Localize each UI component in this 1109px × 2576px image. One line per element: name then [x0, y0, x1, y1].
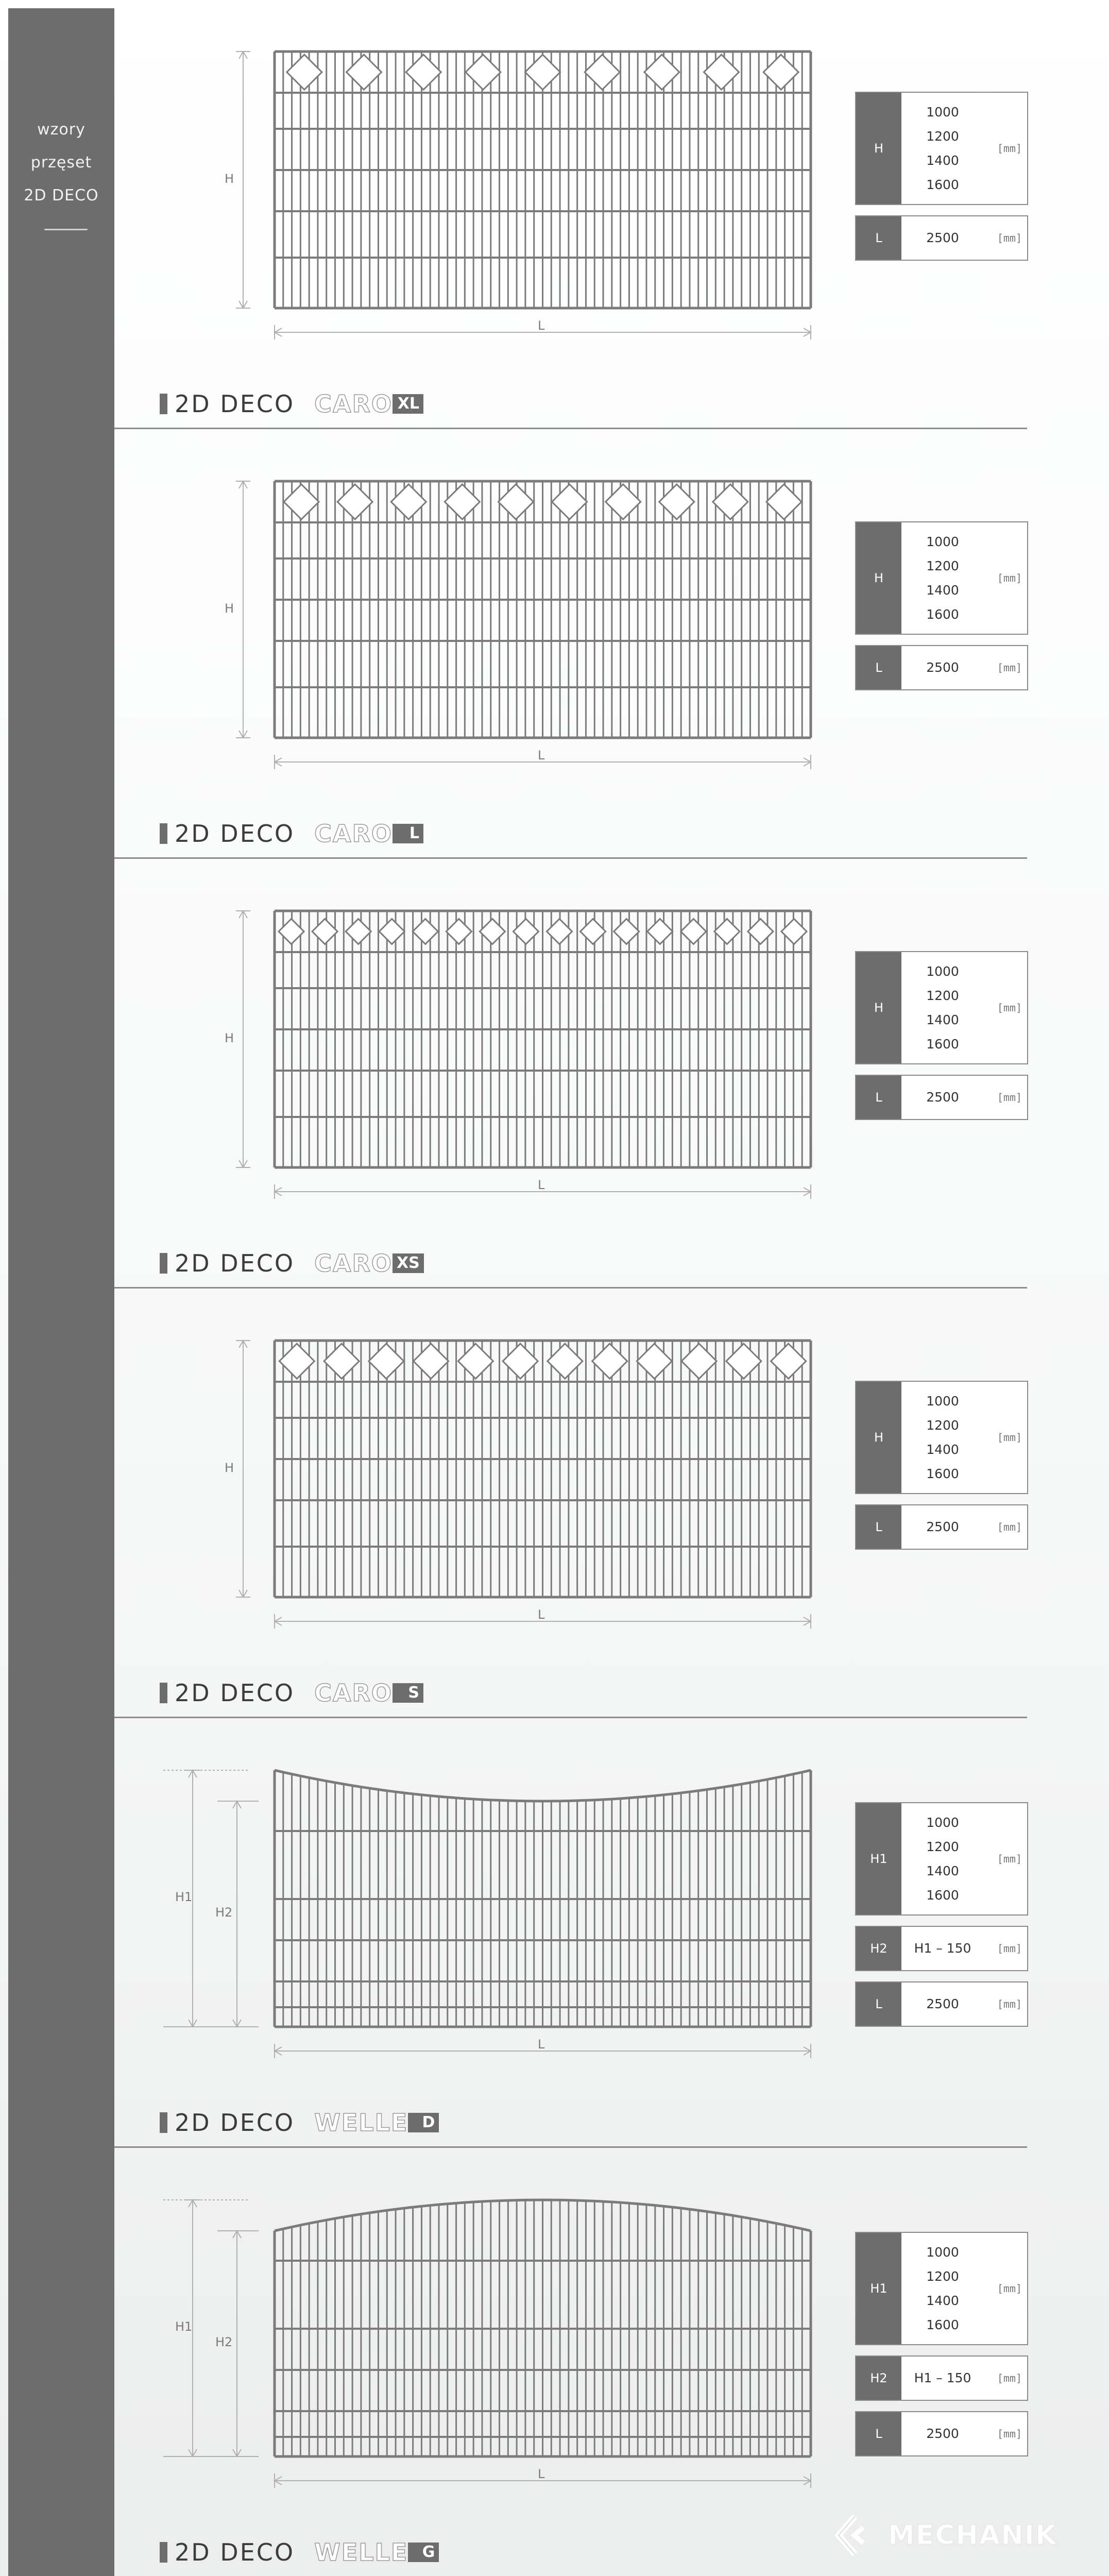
spec-value: 1400 [926, 1863, 959, 1878]
spec-values [901, 2233, 984, 2344]
height2-dimension-label: H2 [215, 1905, 233, 1920]
fence-section-caro-xl [114, 0, 1032, 431]
section-title [160, 1677, 423, 1708]
spec-value: 1200 [926, 1839, 959, 1854]
spec-value: 2500 [926, 230, 959, 245]
size-badge: G [408, 2543, 439, 2562]
spec-value: 1000 [926, 964, 959, 979]
spec-value: 1000 [926, 534, 959, 549]
diamond-ornament [637, 1344, 672, 1379]
spec-value: 1400 [926, 1012, 959, 1027]
spec-value: 1200 [926, 2269, 959, 2284]
spec-unit: [mm] [997, 2282, 1022, 2295]
spec-value: 1600 [926, 1466, 959, 1481]
section-title [160, 818, 423, 849]
spec-unit: [mm] [997, 2428, 1022, 2440]
sidebar-divider [44, 229, 88, 230]
spec-values [901, 1803, 984, 1914]
size-badge: S [393, 1683, 423, 1703]
spec-box-h1 [855, 1802, 1028, 1916]
diamond-ornament [614, 919, 639, 944]
spec-values [901, 1076, 984, 1119]
title-model: CARO [314, 820, 393, 848]
spec-unit: [mm] [997, 1091, 1022, 1104]
section-divider [114, 2146, 1027, 2148]
spec-unit: [mm] [997, 1942, 1022, 1955]
section-divider [114, 1287, 1027, 1289]
title-series: 2D DECO [175, 1249, 295, 1277]
fence-drawing [114, 1289, 835, 1681]
spec-box-h [855, 521, 1028, 635]
spec-value: 1400 [926, 153, 959, 168]
diamond-ornament [466, 55, 501, 90]
spec-values [901, 952, 984, 1063]
diamond-ornament [369, 1344, 404, 1379]
spec-box-l [855, 1504, 1028, 1550]
diamond-ornament [324, 1344, 359, 1379]
spec-box-l [855, 645, 1028, 690]
spec-value: 1400 [926, 583, 959, 598]
sidebar-line-1: wzory [37, 121, 86, 139]
spec-values [901, 216, 984, 260]
section-divider [114, 857, 1027, 859]
spec-label: H2 [856, 2357, 901, 2400]
title-series: 2D DECO [175, 1679, 295, 1707]
spec-value: 2500 [926, 1090, 959, 1105]
diamond-ornament [552, 484, 587, 519]
spec-box-l [855, 2411, 1028, 2456]
spec-unit: [mm] [997, 142, 1022, 155]
spec-values [901, 1982, 984, 2026]
size-badge: XS [393, 1253, 424, 1273]
spec-values [901, 522, 984, 634]
spec-label: H2 [856, 1927, 901, 1970]
size-badge: D [408, 2113, 439, 2132]
spec-value: 1600 [926, 2317, 959, 2332]
spec-values [901, 2357, 984, 2400]
spec-label: H1 [856, 1803, 901, 1914]
diamond-ornament [525, 55, 560, 90]
diamond-ornament [714, 919, 740, 944]
title-series: 2D DECO [175, 2538, 295, 2566]
title-series: 2D DECO [175, 820, 295, 848]
fence-section-caro-xs [114, 859, 1032, 1290]
spec-values [901, 646, 984, 689]
title-model: WELLE [314, 2538, 408, 2566]
diamond-ornament [592, 1344, 627, 1379]
size-badge: L [393, 824, 423, 843]
spec-label: H [856, 952, 901, 1063]
spec-value: H1 – 150 [914, 1941, 971, 1956]
spec-value: 2500 [926, 1519, 959, 1534]
fence-drawing [114, 0, 835, 392]
spec-box-h [855, 1381, 1028, 1494]
spec-value: 1600 [926, 1888, 959, 1903]
fence-section-caro-l [114, 430, 1032, 860]
spec-value: 1400 [926, 1442, 959, 1457]
diamond-ornament [498, 484, 533, 519]
diamond-ornament [446, 919, 471, 944]
spec-value: 1000 [926, 1815, 959, 1830]
spec-box-h1 [855, 2232, 1028, 2345]
fence-drawing [114, 430, 835, 821]
height2-dimension-label: H2 [215, 2335, 233, 2349]
spec-value: 1200 [926, 1418, 959, 1433]
height-dimension-label: H [225, 601, 234, 616]
brand-logo [833, 2512, 1101, 2558]
chevron-logo-icon [833, 2512, 880, 2558]
fence-top-arc [275, 1770, 811, 1801]
spec-label: L [856, 1505, 901, 1549]
spec-box-h [855, 951, 1028, 1064]
diamond-ornament [414, 1344, 449, 1379]
spec-label: H [856, 1382, 901, 1493]
diamond-ornament [458, 1344, 493, 1379]
spec-unit: [mm] [997, 232, 1022, 244]
spec-label: L [856, 646, 901, 689]
title-model: CARO [314, 1249, 393, 1277]
fence-section-caro-s [114, 1289, 1032, 1720]
section-title [160, 388, 423, 419]
diamond-ornament [406, 55, 441, 90]
fence-section-welle-d [114, 1719, 1032, 2149]
spec-value: 1600 [926, 177, 959, 192]
section-divider [114, 1717, 1027, 1718]
size-badge: XL [393, 394, 423, 414]
spec-label: H [856, 93, 901, 204]
diamond-ornament [585, 55, 620, 90]
length-dimension-label: L [538, 2037, 545, 2052]
diamond-ornament [346, 919, 371, 944]
sidebar-line-2: przęset [30, 154, 92, 172]
diamond-ornament [681, 1344, 716, 1379]
spec-value: 1200 [926, 558, 959, 573]
section-title [160, 2107, 439, 2138]
spec-value: 2500 [926, 1996, 959, 2011]
title-model: CARO [314, 1679, 393, 1707]
length-dimension-label: L [538, 1178, 545, 1192]
title-model: CARO [314, 390, 393, 418]
height-dimension-label: H [225, 1031, 234, 1045]
spec-unit: [mm] [997, 1998, 1022, 2010]
spec-label: L [856, 216, 901, 260]
spec-value: 2500 [926, 660, 959, 675]
diamond-ornament [445, 484, 480, 519]
spec-box-h2 [855, 1926, 1028, 1971]
title-series: 2D DECO [175, 2109, 295, 2137]
spec-value: 1000 [926, 2245, 959, 2260]
spec-value: 1600 [926, 1037, 959, 1052]
spec-unit: [mm] [997, 1853, 1022, 1865]
title-marker [160, 1253, 167, 1274]
spec-label: L [856, 2412, 901, 2455]
diamond-ornament [581, 919, 606, 944]
title-marker [160, 2542, 167, 2563]
spec-values [901, 2412, 984, 2455]
spec-box-l [855, 1075, 1028, 1120]
diamond-ornament [748, 919, 773, 944]
diamond-ornament [647, 919, 673, 944]
fence-drawing [114, 859, 835, 1251]
spec-unit: [mm] [997, 2372, 1022, 2384]
spec-value: 1000 [926, 105, 959, 120]
brand-name: MECHANIK [888, 2520, 1057, 2551]
height-dimension-label: H1 [175, 1890, 193, 1904]
height-dimension-label: H1 [175, 2319, 193, 2334]
diamond-ornament [644, 55, 679, 90]
section-title [160, 1248, 424, 1279]
spec-label: H1 [856, 2233, 901, 2344]
spec-unit: [mm] [997, 662, 1022, 674]
title-marker [160, 823, 167, 844]
spec-box-l [855, 1981, 1028, 2027]
diamond-ornament [337, 484, 372, 519]
section-divider [114, 428, 1027, 429]
spec-box-h2 [855, 2355, 1028, 2401]
spec-unit: [mm] [997, 1002, 1022, 1014]
spec-values [901, 93, 984, 204]
length-dimension-label: L [538, 1607, 545, 1622]
title-marker [160, 1683, 167, 1703]
spec-value: 1200 [926, 988, 959, 1003]
diamond-ornament [726, 1344, 761, 1379]
length-dimension-label: L [538, 748, 545, 762]
spec-value: 1000 [926, 1394, 959, 1409]
spec-values [901, 1382, 984, 1493]
spec-unit: [mm] [997, 1431, 1022, 1444]
spec-values [901, 1927, 984, 1970]
spec-label: L [856, 1076, 901, 1119]
diamond-ornament [766, 484, 801, 519]
sidebar [8, 8, 114, 2576]
spec-value: 1200 [926, 129, 959, 144]
diamond-ornament [480, 919, 505, 944]
diamond-ornament [284, 484, 319, 519]
spec-value: 2500 [926, 2426, 959, 2441]
diamond-ornament [413, 919, 438, 944]
spec-value: 1400 [926, 2293, 959, 2308]
diamond-ornament [312, 919, 337, 944]
spec-values [901, 1505, 984, 1549]
spec-label: L [856, 1982, 901, 2026]
title-marker [160, 2112, 167, 2133]
spec-value: 1600 [926, 607, 959, 622]
spec-unit: [mm] [997, 572, 1022, 584]
sidebar-line-3: 2D DECO [24, 187, 99, 205]
length-dimension-label: L [538, 2467, 545, 2481]
spec-label: H [856, 522, 901, 634]
spec-box-h [855, 92, 1028, 205]
diamond-ornament [606, 484, 641, 519]
spec-unit: [mm] [997, 1521, 1022, 1533]
height-dimension-label: H [225, 1461, 234, 1475]
diamond-ornament [379, 919, 404, 944]
diamond-ornament [713, 484, 748, 519]
title-marker [160, 394, 167, 414]
spec-value: H1 – 150 [914, 2370, 971, 2385]
height-dimension-label: H [225, 172, 234, 186]
spec-box-l [855, 215, 1028, 261]
title-model: WELLE [314, 2109, 408, 2137]
diamond-ornament [681, 919, 706, 944]
length-dimension-label: L [538, 318, 545, 333]
section-title [160, 2537, 439, 2568]
title-series: 2D DECO [175, 390, 295, 418]
